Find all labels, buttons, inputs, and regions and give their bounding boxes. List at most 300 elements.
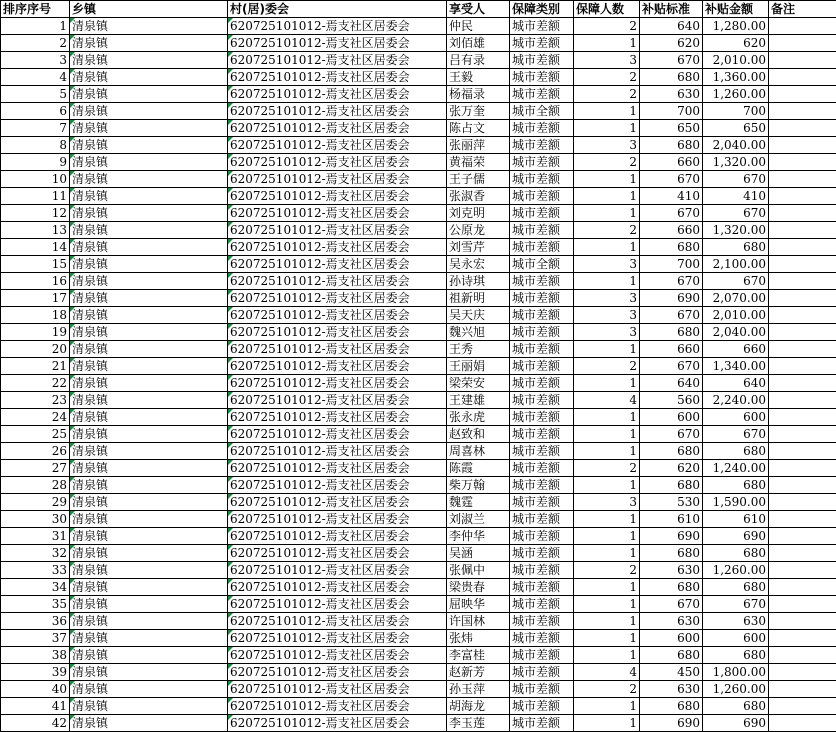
remark-cell[interactable] (769, 290, 836, 307)
committee-cell[interactable]: 620725101012-焉支社区居委会 (228, 715, 447, 732)
recipient-cell[interactable]: 刘佰雄 (447, 35, 510, 52)
remark-cell[interactable] (769, 647, 836, 664)
committee-cell[interactable]: 620725101012-焉支社区居委会 (228, 120, 447, 137)
persons-cell[interactable]: 1 (574, 511, 640, 528)
amount-cell[interactable]: 690 (703, 715, 769, 732)
recipient-cell[interactable]: 张炜 (447, 630, 510, 647)
committee-cell[interactable]: 620725101012-焉支社区居委会 (228, 528, 447, 545)
standard-cell[interactable]: 680 (640, 324, 703, 341)
index-cell[interactable]: 11 (1, 188, 70, 205)
recipient-cell[interactable]: 李富桂 (447, 647, 510, 664)
index-cell[interactable]: 12 (1, 205, 70, 222)
remark-cell[interactable] (769, 69, 836, 86)
category-cell[interactable]: 城市差额 (510, 154, 574, 171)
remark-cell[interactable] (769, 86, 836, 103)
standard-cell[interactable]: 660 (640, 222, 703, 239)
remark-cell[interactable] (769, 18, 836, 35)
remark-cell[interactable] (769, 103, 836, 120)
index-cell[interactable]: 32 (1, 545, 70, 562)
committee-cell[interactable]: 620725101012-焉支社区居委会 (228, 426, 447, 443)
standard-cell[interactable]: 680 (640, 137, 703, 154)
remark-cell[interactable] (769, 511, 836, 528)
remark-cell[interactable] (769, 630, 836, 647)
index-cell[interactable]: 33 (1, 562, 70, 579)
remark-cell[interactable] (769, 528, 836, 545)
committee-cell[interactable]: 620725101012-焉支社区居委会 (228, 35, 447, 52)
remark-cell[interactable] (769, 341, 836, 358)
standard-cell[interactable]: 670 (640, 273, 703, 290)
standard-cell[interactable]: 670 (640, 426, 703, 443)
committee-cell[interactable]: 620725101012-焉支社区居委会 (228, 375, 447, 392)
recipient-cell[interactable]: 屈映华 (447, 596, 510, 613)
standard-cell[interactable]: 680 (640, 443, 703, 460)
committee-cell[interactable]: 620725101012-焉支社区居委会 (228, 392, 447, 409)
town-cell[interactable]: 清泉镇 (70, 494, 228, 511)
recipient-cell[interactable]: 刘雪芹 (447, 239, 510, 256)
recipient-cell[interactable]: 杨福录 (447, 86, 510, 103)
amount-cell[interactable]: 680 (703, 239, 769, 256)
recipient-cell[interactable]: 吴涵 (447, 545, 510, 562)
index-cell[interactable]: 27 (1, 460, 70, 477)
standard-cell[interactable]: 670 (640, 171, 703, 188)
standard-cell[interactable]: 670 (640, 358, 703, 375)
recipient-cell[interactable]: 李玉莲 (447, 715, 510, 732)
index-cell[interactable]: 42 (1, 715, 70, 732)
index-cell[interactable]: 20 (1, 341, 70, 358)
header-cell-index[interactable]: 排序序号 (1, 1, 70, 18)
amount-cell[interactable]: 2,240.00 (703, 392, 769, 409)
index-cell[interactable]: 9 (1, 154, 70, 171)
recipient-cell[interactable]: 吕有录 (447, 52, 510, 69)
persons-cell[interactable]: 2 (574, 69, 640, 86)
persons-cell[interactable]: 1 (574, 273, 640, 290)
amount-cell[interactable]: 2,010.00 (703, 307, 769, 324)
committee-cell[interactable]: 620725101012-焉支社区居委会 (228, 239, 447, 256)
standard-cell[interactable]: 670 (640, 52, 703, 69)
remark-cell[interactable] (769, 579, 836, 596)
persons-cell[interactable]: 1 (574, 188, 640, 205)
persons-cell[interactable]: 1 (574, 205, 640, 222)
standard-cell[interactable]: 680 (640, 477, 703, 494)
category-cell[interactable]: 城市差额 (510, 477, 574, 494)
town-cell[interactable]: 清泉镇 (70, 630, 228, 647)
remark-cell[interactable] (769, 324, 836, 341)
persons-cell[interactable]: 3 (574, 307, 640, 324)
committee-cell[interactable]: 620725101012-焉支社区居委会 (228, 630, 447, 647)
recipient-cell[interactable]: 梁荣安 (447, 375, 510, 392)
standard-cell[interactable]: 600 (640, 409, 703, 426)
category-cell[interactable]: 城市差额 (510, 18, 574, 35)
index-cell[interactable]: 41 (1, 698, 70, 715)
committee-cell[interactable]: 620725101012-焉支社区居委会 (228, 460, 447, 477)
category-cell[interactable]: 城市差额 (510, 409, 574, 426)
persons-cell[interactable]: 2 (574, 222, 640, 239)
recipient-cell[interactable]: 王子儒 (447, 171, 510, 188)
amount-cell[interactable]: 670 (703, 273, 769, 290)
town-cell[interactable]: 清泉镇 (70, 664, 228, 681)
header-cell-amount[interactable]: 补贴金额 (703, 1, 769, 18)
remark-cell[interactable] (769, 545, 836, 562)
remark-cell[interactable] (769, 426, 836, 443)
persons-cell[interactable]: 1 (574, 698, 640, 715)
committee-cell[interactable]: 620725101012-焉支社区居委会 (228, 579, 447, 596)
persons-cell[interactable]: 1 (574, 613, 640, 630)
standard-cell[interactable]: 680 (640, 239, 703, 256)
category-cell[interactable]: 城市差额 (510, 715, 574, 732)
amount-cell[interactable]: 1,360.00 (703, 69, 769, 86)
town-cell[interactable]: 清泉镇 (70, 545, 228, 562)
town-cell[interactable]: 清泉镇 (70, 443, 228, 460)
recipient-cell[interactable]: 柴万翰 (447, 477, 510, 494)
standard-cell[interactable]: 700 (640, 103, 703, 120)
persons-cell[interactable]: 1 (574, 35, 640, 52)
remark-cell[interactable] (769, 375, 836, 392)
remark-cell[interactable] (769, 154, 836, 171)
standard-cell[interactable]: 670 (640, 596, 703, 613)
committee-cell[interactable]: 620725101012-焉支社区居委会 (228, 409, 447, 426)
committee-cell[interactable]: 620725101012-焉支社区居委会 (228, 69, 447, 86)
amount-cell[interactable]: 680 (703, 545, 769, 562)
index-cell[interactable]: 22 (1, 375, 70, 392)
standard-cell[interactable]: 680 (640, 579, 703, 596)
recipient-cell[interactable]: 张淑香 (447, 188, 510, 205)
standard-cell[interactable]: 530 (640, 494, 703, 511)
recipient-cell[interactable]: 王秀 (447, 341, 510, 358)
category-cell[interactable]: 城市差额 (510, 188, 574, 205)
committee-cell[interactable]: 620725101012-焉支社区居委会 (228, 681, 447, 698)
recipient-cell[interactable]: 陈占文 (447, 120, 510, 137)
town-cell[interactable]: 清泉镇 (70, 596, 228, 613)
town-cell[interactable]: 清泉镇 (70, 613, 228, 630)
standard-cell[interactable]: 610 (640, 511, 703, 528)
standard-cell[interactable]: 690 (640, 528, 703, 545)
category-cell[interactable]: 城市全额 (510, 103, 574, 120)
remark-cell[interactable] (769, 205, 836, 222)
town-cell[interactable]: 清泉镇 (70, 222, 228, 239)
recipient-cell[interactable]: 魏霆 (447, 494, 510, 511)
standard-cell[interactable]: 600 (640, 630, 703, 647)
category-cell[interactable]: 城市差额 (510, 205, 574, 222)
persons-cell[interactable]: 2 (574, 460, 640, 477)
committee-cell[interactable]: 620725101012-焉支社区居委会 (228, 324, 447, 341)
town-cell[interactable]: 清泉镇 (70, 681, 228, 698)
category-cell[interactable]: 城市差额 (510, 324, 574, 341)
committee-cell[interactable]: 620725101012-焉支社区居委会 (228, 205, 447, 222)
recipient-cell[interactable]: 赵新芳 (447, 664, 510, 681)
standard-cell[interactable]: 640 (640, 375, 703, 392)
header-cell-persons[interactable]: 保障人数 (574, 1, 640, 18)
persons-cell[interactable]: 1 (574, 630, 640, 647)
town-cell[interactable]: 清泉镇 (70, 188, 228, 205)
category-cell[interactable]: 城市差额 (510, 290, 574, 307)
town-cell[interactable]: 清泉镇 (70, 698, 228, 715)
amount-cell[interactable]: 1,240.00 (703, 460, 769, 477)
standard-cell[interactable]: 630 (640, 86, 703, 103)
index-cell[interactable]: 29 (1, 494, 70, 511)
standard-cell[interactable]: 660 (640, 341, 703, 358)
town-cell[interactable]: 清泉镇 (70, 290, 228, 307)
amount-cell[interactable]: 630 (703, 613, 769, 630)
persons-cell[interactable]: 3 (574, 290, 640, 307)
index-cell[interactable]: 6 (1, 103, 70, 120)
town-cell[interactable]: 清泉镇 (70, 239, 228, 256)
town-cell[interactable]: 清泉镇 (70, 120, 228, 137)
committee-cell[interactable]: 620725101012-焉支社区居委会 (228, 103, 447, 120)
index-cell[interactable]: 2 (1, 35, 70, 52)
town-cell[interactable]: 清泉镇 (70, 69, 228, 86)
town-cell[interactable]: 清泉镇 (70, 375, 228, 392)
amount-cell[interactable]: 670 (703, 426, 769, 443)
category-cell[interactable]: 城市差额 (510, 86, 574, 103)
remark-cell[interactable] (769, 35, 836, 52)
recipient-cell[interactable]: 仲民 (447, 18, 510, 35)
remark-cell[interactable] (769, 494, 836, 511)
amount-cell[interactable]: 600 (703, 409, 769, 426)
persons-cell[interactable]: 3 (574, 494, 640, 511)
standard-cell[interactable]: 410 (640, 188, 703, 205)
amount-cell[interactable]: 670 (703, 171, 769, 188)
committee-cell[interactable]: 620725101012-焉支社区居委会 (228, 154, 447, 171)
persons-cell[interactable]: 4 (574, 664, 640, 681)
recipient-cell[interactable]: 吴天庆 (447, 307, 510, 324)
recipient-cell[interactable]: 吴永宏 (447, 256, 510, 273)
recipient-cell[interactable]: 祖新明 (447, 290, 510, 307)
index-cell[interactable]: 26 (1, 443, 70, 460)
standard-cell[interactable]: 670 (640, 205, 703, 222)
amount-cell[interactable]: 1,260.00 (703, 86, 769, 103)
committee-cell[interactable]: 620725101012-焉支社区居委会 (228, 613, 447, 630)
town-cell[interactable]: 清泉镇 (70, 715, 228, 732)
category-cell[interactable]: 城市差额 (510, 52, 574, 69)
category-cell[interactable]: 城市差额 (510, 273, 574, 290)
standard-cell[interactable]: 680 (640, 647, 703, 664)
recipient-cell[interactable]: 陈霞 (447, 460, 510, 477)
index-cell[interactable]: 25 (1, 426, 70, 443)
town-cell[interactable]: 清泉镇 (70, 154, 228, 171)
recipient-cell[interactable]: 魏兴旭 (447, 324, 510, 341)
recipient-cell[interactable]: 孙诗琪 (447, 273, 510, 290)
amount-cell[interactable]: 680 (703, 647, 769, 664)
persons-cell[interactable]: 1 (574, 341, 640, 358)
category-cell[interactable]: 城市差额 (510, 69, 574, 86)
persons-cell[interactable]: 2 (574, 681, 640, 698)
remark-cell[interactable] (769, 596, 836, 613)
category-cell[interactable]: 城市差额 (510, 613, 574, 630)
amount-cell[interactable]: 410 (703, 188, 769, 205)
standard-cell[interactable]: 650 (640, 120, 703, 137)
standard-cell[interactable]: 630 (640, 681, 703, 698)
persons-cell[interactable]: 1 (574, 409, 640, 426)
town-cell[interactable]: 清泉镇 (70, 273, 228, 290)
remark-cell[interactable] (769, 562, 836, 579)
persons-cell[interactable]: 2 (574, 562, 640, 579)
index-cell[interactable]: 24 (1, 409, 70, 426)
header-cell-remark[interactable]: 备注 (769, 1, 836, 18)
committee-cell[interactable]: 620725101012-焉支社区居委会 (228, 290, 447, 307)
town-cell[interactable]: 清泉镇 (70, 392, 228, 409)
recipient-cell[interactable]: 刘淑兰 (447, 511, 510, 528)
standard-cell[interactable]: 670 (640, 307, 703, 324)
town-cell[interactable]: 清泉镇 (70, 205, 228, 222)
town-cell[interactable]: 清泉镇 (70, 35, 228, 52)
committee-cell[interactable]: 620725101012-焉支社区居委会 (228, 341, 447, 358)
index-cell[interactable]: 10 (1, 171, 70, 188)
amount-cell[interactable]: 670 (703, 205, 769, 222)
index-cell[interactable]: 28 (1, 477, 70, 494)
remark-cell[interactable] (769, 137, 836, 154)
index-cell[interactable]: 40 (1, 681, 70, 698)
category-cell[interactable]: 城市差额 (510, 698, 574, 715)
town-cell[interactable]: 清泉镇 (70, 18, 228, 35)
category-cell[interactable]: 城市差额 (510, 596, 574, 613)
persons-cell[interactable]: 1 (574, 375, 640, 392)
recipient-cell[interactable]: 刘克明 (447, 205, 510, 222)
amount-cell[interactable]: 640 (703, 375, 769, 392)
amount-cell[interactable]: 1,340.00 (703, 358, 769, 375)
category-cell[interactable]: 城市差额 (510, 307, 574, 324)
standard-cell[interactable]: 700 (640, 256, 703, 273)
persons-cell[interactable]: 1 (574, 477, 640, 494)
persons-cell[interactable]: 1 (574, 239, 640, 256)
town-cell[interactable]: 清泉镇 (70, 358, 228, 375)
amount-cell[interactable]: 1,590.00 (703, 494, 769, 511)
town-cell[interactable]: 清泉镇 (70, 307, 228, 324)
committee-cell[interactable]: 620725101012-焉支社区居委会 (228, 494, 447, 511)
remark-cell[interactable] (769, 409, 836, 426)
index-cell[interactable]: 21 (1, 358, 70, 375)
category-cell[interactable]: 城市差额 (510, 545, 574, 562)
amount-cell[interactable]: 1,280.00 (703, 18, 769, 35)
amount-cell[interactable]: 1,260.00 (703, 681, 769, 698)
recipient-cell[interactable]: 孙玉萍 (447, 681, 510, 698)
remark-cell[interactable] (769, 681, 836, 698)
remark-cell[interactable] (769, 358, 836, 375)
amount-cell[interactable]: 680 (703, 698, 769, 715)
header-cell-town[interactable]: 乡镇 (70, 1, 228, 18)
standard-cell[interactable]: 680 (640, 545, 703, 562)
remark-cell[interactable] (769, 52, 836, 69)
persons-cell[interactable]: 1 (574, 120, 640, 137)
category-cell[interactable]: 城市差额 (510, 358, 574, 375)
index-cell[interactable]: 1 (1, 18, 70, 35)
committee-cell[interactable]: 620725101012-焉支社区居委会 (228, 137, 447, 154)
persons-cell[interactable]: 3 (574, 324, 640, 341)
category-cell[interactable]: 城市全额 (510, 256, 574, 273)
committee-cell[interactable]: 620725101012-焉支社区居委会 (228, 256, 447, 273)
index-cell[interactable]: 30 (1, 511, 70, 528)
persons-cell[interactable]: 4 (574, 392, 640, 409)
standard-cell[interactable]: 640 (640, 18, 703, 35)
amount-cell[interactable]: 1,800.00 (703, 664, 769, 681)
amount-cell[interactable]: 620 (703, 35, 769, 52)
remark-cell[interactable] (769, 256, 836, 273)
committee-cell[interactable]: 620725101012-焉支社区居委会 (228, 511, 447, 528)
persons-cell[interactable]: 1 (574, 715, 640, 732)
committee-cell[interactable]: 620725101012-焉支社区居委会 (228, 698, 447, 715)
category-cell[interactable]: 城市差额 (510, 511, 574, 528)
persons-cell[interactable]: 1 (574, 426, 640, 443)
persons-cell[interactable]: 1 (574, 443, 640, 460)
index-cell[interactable]: 38 (1, 647, 70, 664)
persons-cell[interactable]: 1 (574, 647, 640, 664)
amount-cell[interactable]: 650 (703, 120, 769, 137)
committee-cell[interactable]: 620725101012-焉支社区居委会 (228, 18, 447, 35)
town-cell[interactable]: 清泉镇 (70, 511, 228, 528)
persons-cell[interactable]: 1 (574, 528, 640, 545)
index-cell[interactable]: 3 (1, 52, 70, 69)
index-cell[interactable]: 4 (1, 69, 70, 86)
town-cell[interactable]: 清泉镇 (70, 460, 228, 477)
remark-cell[interactable] (769, 715, 836, 732)
committee-cell[interactable]: 620725101012-焉支社区居委会 (228, 647, 447, 664)
amount-cell[interactable]: 690 (703, 528, 769, 545)
amount-cell[interactable]: 610 (703, 511, 769, 528)
standard-cell[interactable]: 620 (640, 460, 703, 477)
amount-cell[interactable]: 670 (703, 596, 769, 613)
town-cell[interactable]: 清泉镇 (70, 171, 228, 188)
amount-cell[interactable]: 680 (703, 443, 769, 460)
amount-cell[interactable]: 2,070.00 (703, 290, 769, 307)
header-cell-category[interactable]: 保障类别 (510, 1, 574, 18)
amount-cell[interactable]: 2,040.00 (703, 137, 769, 154)
remark-cell[interactable] (769, 477, 836, 494)
committee-cell[interactable]: 620725101012-焉支社区居委会 (228, 596, 447, 613)
category-cell[interactable]: 城市差额 (510, 137, 574, 154)
persons-cell[interactable]: 1 (574, 545, 640, 562)
amount-cell[interactable]: 2,010.00 (703, 52, 769, 69)
standard-cell[interactable]: 690 (640, 290, 703, 307)
remark-cell[interactable] (769, 273, 836, 290)
recipient-cell[interactable]: 王丽娟 (447, 358, 510, 375)
recipient-cell[interactable]: 周喜林 (447, 443, 510, 460)
recipient-cell[interactable]: 张万奎 (447, 103, 510, 120)
recipient-cell[interactable]: 张丽萍 (447, 137, 510, 154)
persons-cell[interactable]: 1 (574, 579, 640, 596)
remark-cell[interactable] (769, 120, 836, 137)
committee-cell[interactable]: 620725101012-焉支社区居委会 (228, 443, 447, 460)
town-cell[interactable]: 清泉镇 (70, 426, 228, 443)
category-cell[interactable]: 城市差额 (510, 630, 574, 647)
amount-cell[interactable]: 660 (703, 341, 769, 358)
town-cell[interactable]: 清泉镇 (70, 52, 228, 69)
town-cell[interactable]: 清泉镇 (70, 477, 228, 494)
index-cell[interactable]: 37 (1, 630, 70, 647)
town-cell[interactable]: 清泉镇 (70, 103, 228, 120)
recipient-cell[interactable]: 王毅 (447, 69, 510, 86)
remark-cell[interactable] (769, 307, 836, 324)
category-cell[interactable]: 城市差额 (510, 222, 574, 239)
persons-cell[interactable]: 3 (574, 137, 640, 154)
recipient-cell[interactable]: 赵致和 (447, 426, 510, 443)
remark-cell[interactable] (769, 664, 836, 681)
amount-cell[interactable]: 1,320.00 (703, 154, 769, 171)
remark-cell[interactable] (769, 698, 836, 715)
committee-cell[interactable]: 620725101012-焉支社区居委会 (228, 664, 447, 681)
remark-cell[interactable] (769, 188, 836, 205)
town-cell[interactable]: 清泉镇 (70, 137, 228, 154)
recipient-cell[interactable]: 公原龙 (447, 222, 510, 239)
category-cell[interactable]: 城市差额 (510, 664, 574, 681)
header-cell-recipient[interactable]: 享受人 (447, 1, 510, 18)
committee-cell[interactable]: 620725101012-焉支社区居委会 (228, 222, 447, 239)
recipient-cell[interactable]: 许国林 (447, 613, 510, 630)
town-cell[interactable]: 清泉镇 (70, 562, 228, 579)
index-cell[interactable]: 16 (1, 273, 70, 290)
recipient-cell[interactable]: 黄福荣 (447, 154, 510, 171)
remark-cell[interactable] (769, 460, 836, 477)
persons-cell[interactable]: 3 (574, 52, 640, 69)
persons-cell[interactable]: 2 (574, 358, 640, 375)
